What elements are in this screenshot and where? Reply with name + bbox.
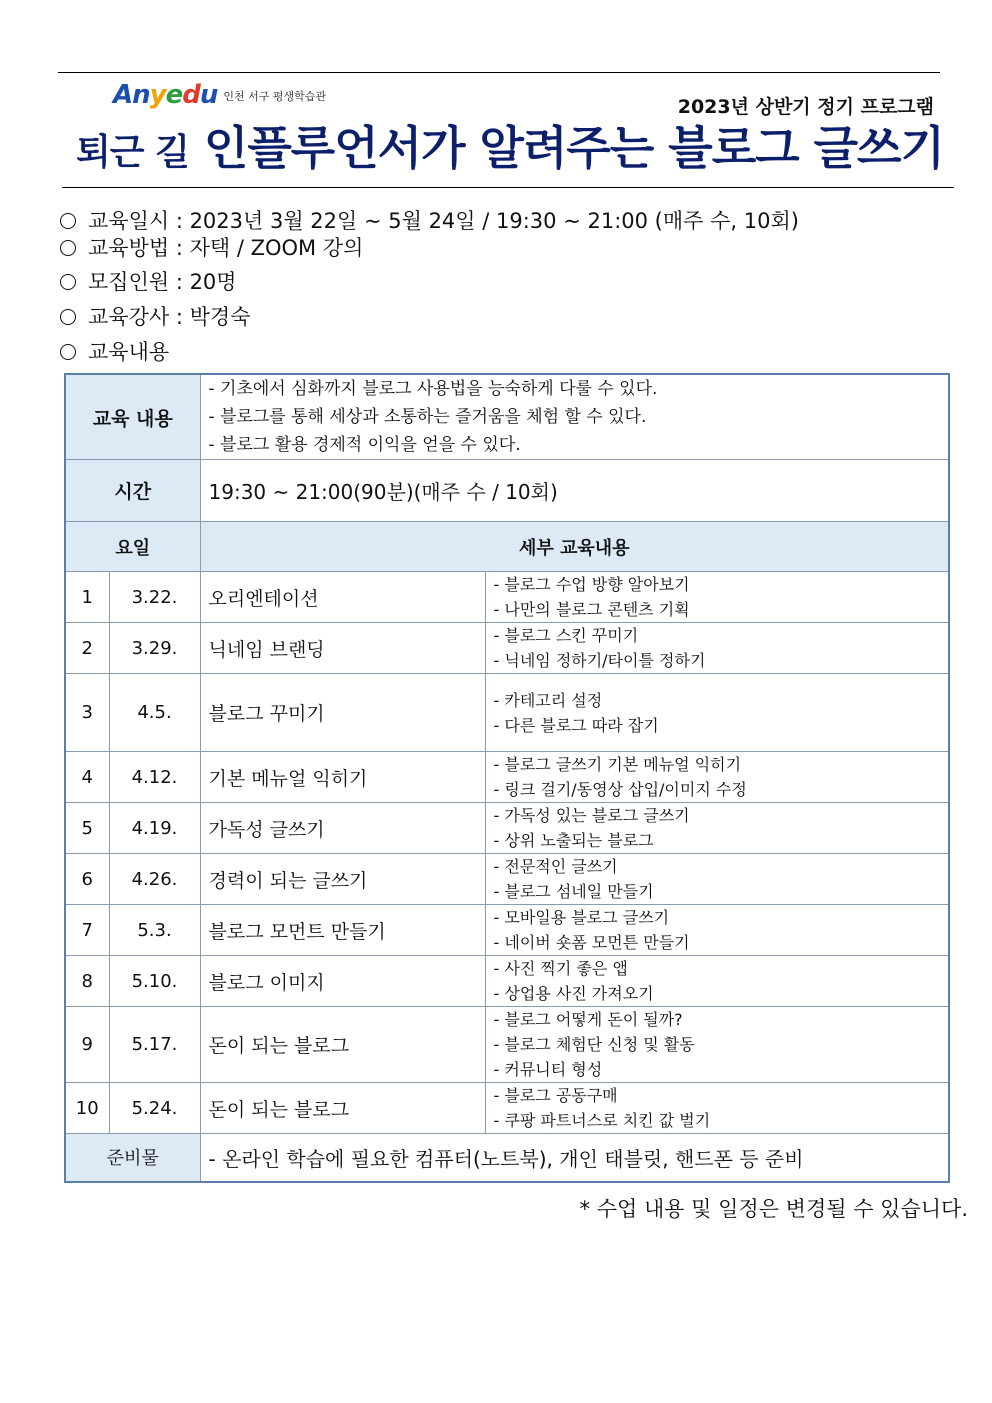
detail-item: - 나만의 블로그 콘텐츠 기획 [493, 600, 690, 619]
detail-item: - 쿠팡 파트너스로 치킨 값 벌기 [493, 1111, 711, 1130]
session-details [485, 803, 949, 854]
session-date: 5.24. [109, 1083, 200, 1134]
session-date: 3.29. [109, 623, 200, 674]
info-capacity: 모집인원 : 20명 [60, 266, 237, 296]
detail-item: - 블로그 섬네일 만들기 [493, 882, 654, 901]
table-row [65, 674, 949, 752]
table-row [65, 1083, 949, 1134]
session-number: 1 [65, 572, 109, 623]
detail-label: 세부 교육내용 [200, 522, 949, 572]
session-number: 5 [65, 803, 109, 854]
session-subject: 기본 메뉴얼 익히기 [200, 752, 485, 803]
session-details [485, 1083, 949, 1134]
footnote: * 수업 내용 및 일정은 변경될 수 있습니다. [579, 1197, 968, 1221]
session-subject: 돈이 되는 블로그 [200, 1083, 485, 1134]
sessions-body [65, 572, 949, 1134]
detail-item: - 블로그 수업 방향 알아보기 [493, 575, 690, 594]
detail-item: - 블로그 체험단 신청 및 활동 [493, 1035, 695, 1054]
detail-item: - 상업용 사진 가져오기 [493, 984, 654, 1003]
table-row [65, 752, 949, 803]
circle-bullet-icon [60, 213, 76, 229]
session-details [485, 1007, 949, 1083]
title-prefix: 퇴근 길 [76, 132, 189, 173]
page-title [76, 112, 944, 178]
title-main: 인플루언서가 알려주는 블로그 글쓰기 [203, 121, 944, 175]
session-date: 4.19. [109, 803, 200, 854]
session-subject: 블로그 모먼트 만들기 [200, 905, 485, 956]
anyedu-logo [113, 74, 326, 110]
goal-item: - 기초에서 심화까지 블로그 사용법을 능숙하게 다룰 수 있다. [208, 379, 658, 399]
session-number: 4 [65, 752, 109, 803]
prep-label: 준비물 [65, 1134, 200, 1182]
info-schedule: 교육일시 : 2023년 3월 22일 ~ 5월 24일 / 19:30 ~ 21:00 (매주 수, 10회) [60, 205, 799, 235]
session-number: 2 [65, 623, 109, 674]
detail-item: - 링크 걸기/동영상 삽입/이미지 수정 [493, 780, 747, 799]
top-rule [58, 72, 940, 73]
detail-item: - 전문적인 글쓰기 [493, 857, 618, 876]
session-subject: 경력이 되는 글쓰기 [200, 854, 485, 905]
session-details [485, 956, 949, 1007]
session-details [485, 572, 949, 623]
session-number: 8 [65, 956, 109, 1007]
prep-row [65, 1134, 949, 1182]
detail-item: - 커뮤니티 형성 [493, 1060, 603, 1079]
session-subject: 가독성 글쓰기 [200, 803, 485, 854]
session-number: 9 [65, 1007, 109, 1083]
table-row [65, 905, 949, 956]
session-subject: 닉네임 브랜딩 [200, 623, 485, 674]
logo-brand: Anyedu [113, 80, 218, 110]
title-rule [62, 187, 954, 188]
session-date: 4.12. [109, 752, 200, 803]
goal-item: - 블로그를 통해 세상과 소통하는 즐거움을 체험 할 수 있다. [208, 407, 647, 427]
detail-item: - 상위 노출되는 블로그 [493, 831, 654, 850]
table-row [65, 803, 949, 854]
detail-item: - 블로그 공동구매 [493, 1086, 618, 1105]
circle-bullet-icon [60, 240, 76, 256]
curriculum-table [64, 373, 950, 1183]
circle-bullet-icon [60, 274, 76, 290]
circle-bullet-icon [60, 309, 76, 325]
table-row [65, 623, 949, 674]
goals-row [65, 374, 949, 460]
session-subject: 오리엔테이션 [200, 572, 485, 623]
session-details [485, 674, 949, 752]
session-date: 4.5. [109, 674, 200, 752]
detail-item: - 카테고리 설정 [493, 690, 603, 710]
prep-value: - 온라인 학습에 필요한 컴퓨터(노트북), 개인 태블릿, 핸드폰 등 준비 [200, 1134, 949, 1182]
info-method: 교육방법 : 자택 / ZOOM 강의 [60, 232, 363, 262]
session-number: 10 [65, 1083, 109, 1134]
table-row [65, 854, 949, 905]
goals-label: 교육 내용 [65, 374, 200, 460]
session-number: 7 [65, 905, 109, 956]
detail-item: - 가독성 있는 블로그 글쓰기 [493, 806, 690, 825]
session-details [485, 752, 949, 803]
session-number: 6 [65, 854, 109, 905]
detail-item: - 다른 블로그 따라 잡기 [493, 715, 659, 735]
session-details [485, 854, 949, 905]
time-label: 시간 [65, 460, 200, 522]
program-label: 2023년 상반기 정기 프로그램 [677, 96, 934, 118]
time-row [65, 460, 949, 522]
time-value: 19:30 ~ 21:00(90분)(매주 수 / 10회) [200, 460, 949, 522]
session-date: 5.3. [109, 905, 200, 956]
circle-bullet-icon [60, 344, 76, 360]
detail-item: - 사진 찍기 좋은 앱 [493, 959, 628, 978]
table-row [65, 1007, 949, 1083]
session-date: 5.10. [109, 956, 200, 1007]
detail-item: - 블로그 어떻게 돈이 될까? [493, 1010, 683, 1029]
detail-item: - 네이버 숏폼 모먼튼 만들기 [493, 933, 690, 952]
goal-item: - 블로그 활용 경제적 이익을 얻을 수 있다. [208, 435, 521, 455]
session-date: 5.17. [109, 1007, 200, 1083]
session-subject: 돈이 되는 블로그 [200, 1007, 485, 1083]
info-contents: 교육내용 [60, 336, 169, 366]
session-subject: 블로그 이미지 [200, 956, 485, 1007]
goals-cell [200, 374, 949, 460]
session-date: 3.22. [109, 572, 200, 623]
logo-org: 인천 서구 평생학습관 [223, 90, 327, 103]
session-subject: 블로그 꾸미기 [200, 674, 485, 752]
session-details [485, 623, 949, 674]
detail-item: - 닉네임 정하기/타이틀 정하기 [493, 651, 706, 670]
table-row [65, 572, 949, 623]
detail-item: - 모바일용 블로그 글쓰기 [493, 908, 670, 927]
info-instructor: 교육강사 : 박경숙 [60, 301, 250, 331]
session-details [485, 905, 949, 956]
day-label: 요일 [65, 522, 200, 572]
detail-item: - 블로그 스킨 꾸미기 [493, 626, 639, 645]
detail-item: - 블로그 글쓰기 기본 메뉴얼 익히기 [493, 755, 742, 774]
column-header-row [65, 522, 949, 572]
session-number: 3 [65, 674, 109, 752]
session-date: 4.26. [109, 854, 200, 905]
table-row [65, 956, 949, 1007]
